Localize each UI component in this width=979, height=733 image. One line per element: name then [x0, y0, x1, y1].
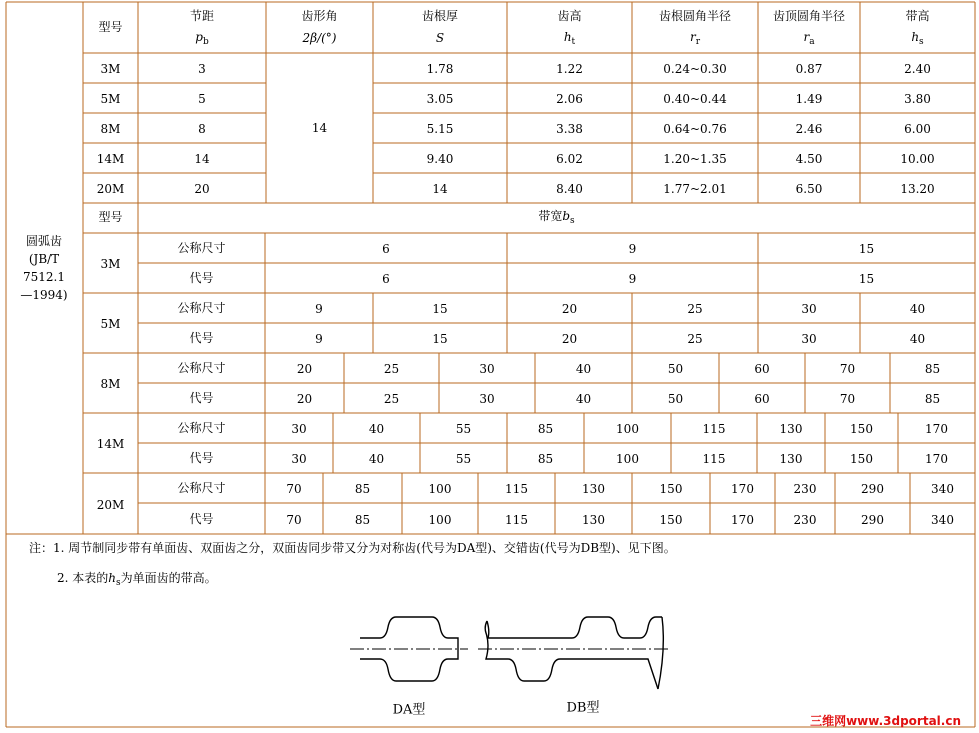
code-value-4-9: 340: [931, 512, 954, 527]
header-6-symbol-subscript: a: [809, 37, 815, 47]
tooth-row-1-belt_h: 3.80: [904, 92, 931, 106]
code-label-1: 代号: [189, 331, 214, 345]
header-4-symbol-subscript: t: [571, 37, 576, 47]
code-label-2: 代号: [189, 391, 214, 405]
nominal-value-2-0: 20: [296, 362, 313, 376]
nominal-value-1-4: 30: [801, 302, 817, 316]
nominal-value-0-0: 6: [382, 242, 390, 256]
code-label-4: 代号: [189, 511, 214, 526]
nominal-label-4: 公称尺寸: [177, 481, 226, 495]
tooth-row-0-pitch: 3: [198, 62, 206, 76]
nominal-value-3-8: 170: [925, 422, 948, 436]
tooth-row-3-r_tip: 4.50: [795, 152, 823, 166]
header-7-label: 带高: [905, 9, 930, 23]
nominal-value-4-0: 70: [286, 482, 302, 496]
code-value-3-0: 30: [291, 452, 307, 466]
width-model-1: 5M: [100, 317, 121, 331]
nominal-value-3-6: 130: [779, 422, 803, 436]
tooth-row-2-model: 8M: [100, 122, 121, 136]
width-header-label: 带宽: [538, 209, 563, 223]
tooth-row-4-height: 8.40: [556, 182, 583, 196]
header-2-symbol-symbol: 2β/(°): [302, 31, 337, 45]
code-value-1-3: 25: [687, 332, 703, 346]
header-7-symbol-symbol: h: [911, 30, 920, 44]
code-label-0: 代号: [189, 271, 214, 285]
code-value-2-2: 30: [479, 392, 495, 406]
double-sided-belt-diagram: [340, 605, 680, 700]
code-value-0-2: 15: [858, 272, 875, 286]
tooth-row-1-r_tip: 1.49: [795, 92, 823, 106]
nominal-value-1-5: 40: [909, 302, 926, 316]
header-1-symbol: [195, 30, 208, 46]
code-value-4-4: 130: [582, 512, 605, 527]
nominal-value-3-3: 85: [537, 422, 554, 436]
tooth-row-2-r_root: 0.64~0.76: [663, 122, 727, 136]
tooth-row-2-root: 5.15: [426, 122, 454, 136]
tooth-row-0-belt_h: 2.40: [904, 62, 931, 76]
header-3-label: 齿根厚: [421, 9, 459, 23]
watermark: 三维网www.3dportal.cn: [810, 714, 961, 728]
tooth-row-1-r_root: 0.40~0.44: [663, 92, 727, 106]
nominal-value-4-9: 340: [931, 482, 954, 496]
nominal-value-1-3: 25: [687, 302, 703, 316]
nominal-label-2: 公称尺寸: [177, 361, 226, 375]
code-value-1-4: 30: [801, 332, 817, 346]
nominal-value-4-6: 170: [731, 482, 754, 496]
nominal-value-2-4: 50: [667, 362, 684, 376]
header-model: 型号: [98, 20, 123, 34]
code-value-4-3: 115: [505, 512, 528, 527]
code-value-3-7: 150: [850, 452, 873, 466]
width-model-4: 20M: [96, 497, 125, 512]
header-6-symbol-symbol: r: [803, 30, 810, 44]
nominal-value-4-3: 115: [505, 482, 528, 496]
nominal-value-4-2: 100: [428, 482, 452, 496]
tooth-angle-value: 14: [311, 121, 328, 135]
code-value-4-2: 100: [428, 512, 452, 527]
nominal-value-2-1: 25: [383, 362, 400, 376]
header-4-symbol-symbol: h: [563, 30, 572, 44]
nominal-value-3-2: 55: [455, 422, 472, 436]
code-value-2-1: 25: [383, 392, 400, 406]
nominal-value-4-1: 85: [354, 482, 371, 496]
tooth-row-0-r_tip: 0.87: [795, 62, 823, 76]
nominal-value-2-7: 85: [924, 362, 941, 376]
code-value-2-3: 40: [575, 392, 592, 406]
tooth-row-4-r_tip: 6.50: [795, 182, 823, 196]
nominal-value-3-5: 115: [702, 422, 726, 436]
nominal-value-2-2: 30: [479, 362, 495, 376]
nominal-value-4-4: 130: [582, 482, 605, 496]
nominal-value-2-5: 60: [754, 362, 770, 376]
tooth-row-0-height: 1.22: [556, 62, 583, 76]
code-value-4-0: 70: [286, 512, 302, 527]
nominal-value-3-4: 100: [616, 422, 639, 436]
category-label: 圆弧齿 (JB/T 7512.1 —1994): [20, 234, 68, 302]
nominal-value-3-1: 40: [368, 422, 385, 436]
tooth-row-0-model: 3M: [100, 62, 121, 76]
header-5-label: 齿根圆角半径: [658, 9, 732, 23]
tooth-row-4-root: 14: [432, 182, 448, 196]
code-value-0-0: 6: [382, 272, 390, 286]
label-da: DA型: [392, 702, 426, 718]
code-value-3-4: 100: [616, 452, 639, 466]
code-value-2-4: 50: [667, 392, 684, 406]
header-1-symbol-symbol: p: [195, 30, 203, 44]
tooth-row-3-pitch: 14: [194, 152, 210, 166]
nominal-value-3-0: 30: [291, 422, 307, 436]
width-model-2: 8M: [100, 377, 121, 391]
nominal-value-4-7: 230: [793, 482, 817, 496]
nominal-value-2-6: 70: [839, 362, 856, 376]
nominal-value-3-7: 150: [850, 422, 873, 436]
header-7-symbol: [911, 30, 923, 46]
width-header-width: [538, 209, 574, 225]
tooth-row-2-r_tip: 2.46: [795, 122, 823, 136]
code-value-4-7: 230: [793, 512, 817, 527]
code-value-3-1: 40: [368, 452, 385, 466]
header-7-symbol-subscript: s: [919, 37, 924, 47]
header-5-symbol-symbol: r: [689, 30, 696, 44]
header-5-symbol-subscript: r: [695, 37, 701, 47]
tooth-row-1-model: 5M: [100, 92, 121, 106]
width-header-symbol: b: [562, 209, 571, 223]
code-value-2-0: 20: [296, 392, 313, 406]
header-2-label: 齿形角: [301, 9, 338, 23]
header-4-label: 齿高: [557, 9, 582, 23]
width-header-subscript: s: [570, 216, 575, 226]
code-value-4-5: 150: [659, 512, 683, 527]
code-value-4-6: 170: [731, 512, 754, 527]
tooth-row-2-height: 3.38: [556, 122, 583, 136]
width-model-0: 3M: [100, 257, 121, 271]
width-header-model: 型号: [98, 210, 123, 224]
code-value-1-2: 20: [561, 332, 578, 346]
tooth-row-4-r_root: 1.77~2.01: [663, 182, 727, 196]
header-6-symbol: [803, 30, 814, 46]
tooth-row-4-pitch: 20: [194, 182, 210, 196]
tooth-row-3-r_root: 1.20~1.35: [663, 152, 727, 166]
nominal-value-1-1: 15: [432, 302, 448, 316]
tooth-row-3-root: 9.40: [426, 152, 454, 166]
nominal-value-0-2: 15: [858, 242, 875, 256]
tooth-row-3-height: 6.02: [556, 152, 583, 166]
tooth-row-0-root: 1.78: [426, 62, 454, 76]
header-3-symbol: [436, 31, 444, 45]
code-value-0-1: 9: [628, 272, 637, 286]
code-value-4-1: 85: [354, 512, 371, 527]
code-value-3-2: 55: [455, 452, 472, 466]
tooth-row-4-model: 20M: [96, 182, 125, 196]
tooth-row-0-r_root: 0.24~0.30: [663, 62, 727, 76]
nominal-value-4-8: 290: [861, 482, 884, 496]
code-value-4-8: 290: [861, 512, 884, 527]
nominal-label-0: 公称尺寸: [177, 241, 226, 255]
header-4-symbol: [564, 30, 575, 46]
code-value-1-0: 9: [315, 332, 323, 346]
nominal-value-1-2: 20: [561, 302, 578, 316]
code-value-3-8: 170: [925, 452, 948, 466]
label-db: DB型: [566, 700, 600, 716]
tooth-row-3-model: 14M: [96, 152, 125, 166]
header-1-label: 节距: [189, 9, 215, 23]
header-6-label: 齿顶圆角半径: [772, 9, 846, 23]
code-value-3-3: 85: [537, 452, 554, 466]
nominal-label-1: 公称尺寸: [177, 301, 226, 315]
code-value-2-6: 70: [839, 392, 856, 406]
header-1-symbol-subscript: b: [202, 37, 209, 47]
tooth-row-1-pitch: 5: [198, 92, 206, 106]
nominal-value-4-5: 150: [659, 482, 683, 496]
note-2: 2. 本表的$h_s$为单面齿的带高。: [57, 571, 217, 588]
code-value-2-5: 60: [754, 392, 770, 406]
code-value-1-5: 40: [909, 332, 926, 346]
note-1: 注：1. 周节制同步带有单面齿、双面齿之分，双面齿同步带又分为对称齿(代号为DA型)、交错齿(代号为DB型)、见下图。: [29, 541, 676, 555]
code-value-2-7: 85: [924, 392, 941, 406]
tooth-row-2-belt_h: 6.00: [904, 122, 931, 136]
tooth-row-1-height: 2.06: [556, 92, 583, 106]
nominal-value-1-0: 9: [315, 302, 323, 316]
nominal-label-3: 公称尺寸: [177, 421, 226, 435]
code-value-1-1: 15: [432, 332, 448, 346]
tooth-row-1-root: 3.05: [426, 92, 454, 106]
header-5-symbol: [690, 30, 700, 46]
tooth-row-4-belt_h: 13.20: [900, 182, 935, 196]
code-value-3-6: 130: [779, 452, 803, 466]
nominal-value-2-3: 40: [575, 362, 592, 376]
tooth-row-3-belt_h: 10.00: [900, 152, 935, 166]
header-3-symbol-symbol: S: [435, 31, 445, 45]
tooth-row-2-pitch: 8: [198, 122, 206, 136]
header-2-symbol: [303, 31, 337, 45]
code-value-3-5: 115: [702, 452, 726, 466]
nominal-value-0-1: 9: [628, 242, 637, 256]
code-label-3: 代号: [189, 451, 214, 465]
width-model-3: 14M: [96, 437, 125, 451]
